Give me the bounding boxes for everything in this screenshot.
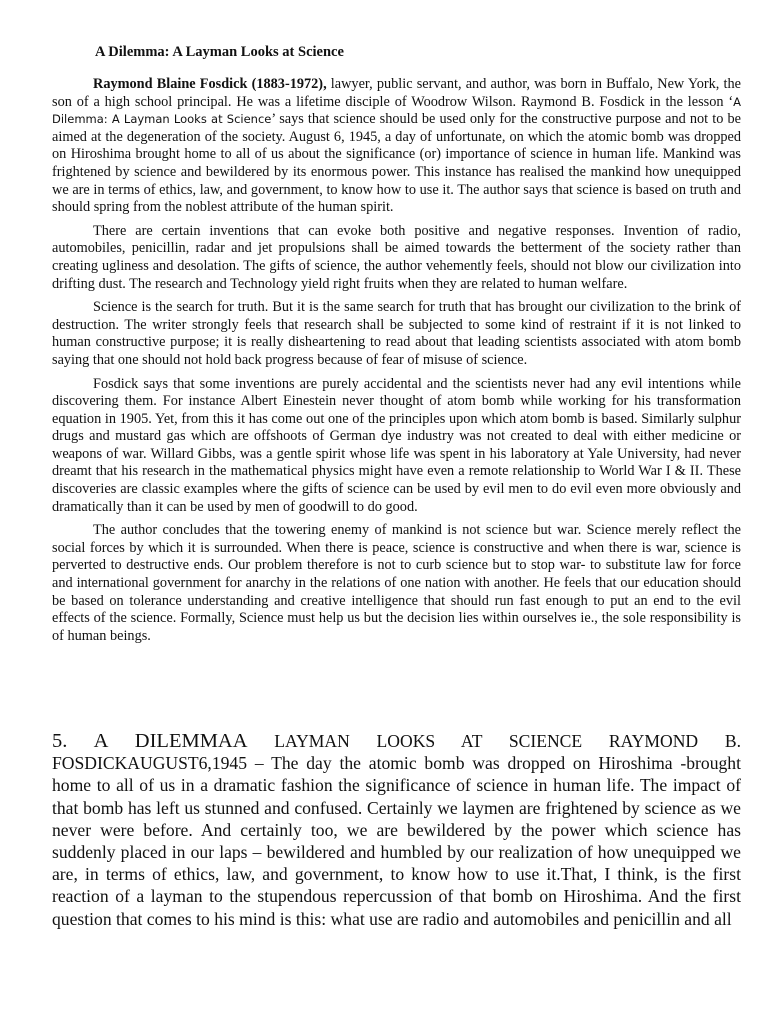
paragraph-5: The author concludes that the towering enemy of mankind is not science but war. Science merely reflect the social forces by which it is surrounded. When there is peace, science is constructive and when there is war, science is perverted to destructive ends. Our problem therefore is not to curb science but to stop war- to substitute law for force and international government for anarchy in the relations of one nation with another. He feels that our education should be based on tolerance understanding and creative intelligence that should run fast enough to put an end to the evil effects of the science. Formally, Science must help us but the decision lies within ourselves ie., the sole responsibility is of human beings. [52,522,741,644]
lesson-name: A Dilemma: A Layman Looks at Science [52,94,741,127]
document-title: A Dilemma: A Layman Looks at Science [95,44,344,60]
chapter-text [52,730,741,930]
author-name: Raymond Blaine Fosdick (1883-1972), [93,76,327,92]
paragraph-1-text-a: lawyer, public servant, and author, was born in Buffalo, New York, the son of a high school principal. He was a lifetime disciple of Woodrow Wilson. Raymond B. Fosdick in the lesson ‘ [52,76,741,110]
paragraph-1-text-b: ’ says that science should be used only for the constructive purpose and not to be aimed at the degeneration of the society. August 6, 1945, a day of unfortunate, on which the atomic bomb was dropped on Hiroshima brought home to all of us about the significance (or) importance of science in human life. Mankind was frightened by science and bewildered by its enormous power. This instance has realised the mankind how unequipped we are in terms of ethics, law, and government, to know how to use it. The author says that science is based on truth and should spring from the noblest attribute of the human spirit. [52,111,741,216]
paragraph-3: Science is the search for truth. But it is the same search for truth that has brought our civilization to the brink of destruction. The writer strongly feels that research shall be subjected to some kind of restraint if it is not linked to human constructive purpose; it is really disheartening to read about that leading scientists associated with atom bomb saying that one should not hold back progress because of fear of misuse of science. [52,299,741,368]
paragraph-2: There are certain inventions that can evoke both positive and negative responses. Invention of radio, automobiles, penicillin, radar and jet propulsions shall be aimed towards the betterment of the society rather than creating ugliness and desolation. The gifts of science, the author vehemently feels, should not blow our civilization into drifting dust. The research and Technology yield right fruits when they are related to human welfare. [52,222,741,292]
chapter-body: LAYMAN LOOKS AT SCIENCE RAYMOND B. FOSDICKAUGUST6,1945 – The day the atomic bomb was dropped on Hiroshima -brought home to all of us in a dramatic fashion the significance of science in human life. The impact of that bomb has left us stunned and confused. Certainly we laymen are frightened by science as we never were before. And certainly too, we are bewildered by the power which science has suddenly placed in our laps – bewildered and humbled by our realization of how unequipped we are, in terms of ethics, law, and government, to know how to use it.That, I think, is the first reaction of a layman to the stupendous repercussion of that bomb on Hiroshima. And the first question that comes to his mind is this: what use are radio and automobiles and penicillin and all [52,731,741,929]
paragraph-1 [52,76,741,217]
paragraph-4: Fosdick says that some inventions are purely accidental and the scientists never had any evil intentions while discovering them. For instance Albert Einestein never thought of atom bomb while working for his transformation equation in 1905. Yet, from this it has come out one of the principles upon which atom bomb is based. Similarly sulphur drugs and mustard gas which are offshoots of German dye industry was not created to deal with either medicine or weapons of war. Willard Gibbs, was a gentle spirit whose life was spent in his laboratory at Yale University, had never dreamt that his research in the mathematical physics might have even a remote relationship to World War I & II. These discoveries are classic examples where the gifts of science can be used by evil men to do evil even more obviously and dramatically than it can be used by men of goodwill to do good. [52,375,741,515]
summary-section [52,76,741,651]
chapter-heading: 5. A DILEMMAA [52,730,248,752]
